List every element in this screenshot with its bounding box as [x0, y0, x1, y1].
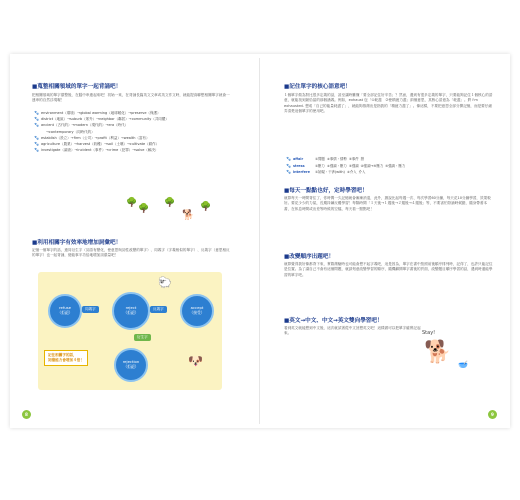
derivative-tag: 衍生字: [134, 334, 151, 341]
section-text: 記憶一個單字的話，連同衍生字（詞語有變化，使意思與詞性改變的單字）、同義字（字義相似的單字）、反義字（意思相反的單字）也一起背誦，便能事半功倍地增加詞彙量吧！: [32, 248, 230, 258]
section-text: 就算每天一時間背住了，你時間一久記憶就會漸漸消退，此外，據說比起每週一次、每次學習60分鐘，每天花10分鐘學習，效果較好。要花少少的力氣，長期持續反覆學習！每隔時間「１天後→１週後→２週後→４週後」等，不要害怕背誦時候錯，隨身帶著本書，在休息時間或出差等時候的空檔，每天看一點點吧！: [284, 196, 491, 211]
section-heading-shuffle: [284, 252, 334, 260]
paw-icon: 🐾: [34, 122, 39, 128]
accept-node: accept （接受）: [180, 294, 214, 328]
list-item: 🐾 ancient（古代的）→modern（現代的）→era（時代）: [34, 122, 129, 128]
heading-text: ■蒐整相關領域的單字一起背誦吧！: [32, 84, 122, 90]
list-item: →contemporary（同時代的）: [46, 129, 95, 134]
section-text: 看到英文就能想到中文後，這次就試著從中文回想英文吧！這樣做可以把單字確實記起來。: [284, 326, 421, 336]
section-text: 就算覺得我好像都背下來，實際測驗時也可能會想不起字義吧，這是因為，單字在書中按照前後順序排列時，記得了，也許只能記住是位置。為了讓自己不會有這個問題，就請刻意改變學習的順序，隨機翻開單字書後的頁面，改變題目順序學習的話，遇到時還能學習的單字吧。: [284, 262, 493, 277]
synonym-tag: 同義字: [82, 306, 99, 313]
paw-icon: 🐾: [286, 156, 291, 161]
section-heading-core-meaning: [284, 82, 351, 90]
food-bowl-icon: 🥣: [458, 360, 468, 369]
section-heading-daily-study: [284, 186, 368, 194]
left-page: [14, 58, 246, 424]
paw-icon: 🐾: [34, 141, 39, 147]
section-heading-related-vocab: [32, 238, 121, 246]
section-heading-related-words: [32, 82, 121, 90]
list-item: 🐾 investigate（調查）→incident（事件）→crime（犯罪）→solve（解決）: [34, 147, 159, 153]
dog-icon: 🐶: [188, 354, 203, 368]
page-number: 9: [488, 410, 497, 419]
tree-icon: 🌳: [164, 198, 176, 208]
section-heading-bidirectional: [284, 316, 383, 324]
heading-text: ■記住單字的核心語意吧！: [284, 84, 351, 90]
callout-box: 記住相關字的話， 詞彙能力會增加４倍！: [44, 350, 88, 366]
book-spine: [259, 58, 260, 424]
reject-node: reject （拒絕）: [112, 292, 150, 330]
sheep-icon: 🐑: [158, 276, 172, 289]
speech-text: Stay!: [422, 330, 436, 336]
list-item: 🐾 affair ①問題 ②事情・情勢 ③事件 戀: [286, 156, 365, 161]
list-item: 🐾 stress ①壓力 ②強調・壓力 ③強調 ④強調→⑤壓力 ③強調・壓力: [286, 162, 406, 168]
dog-icon: 🐕: [424, 340, 452, 365]
paw-icon: 🐾: [286, 169, 291, 175]
section-text: １個單字做為對比很多定義的話，甚至讓時難懂「要全部記住好辛苦」？然而，遇到有很多定義的單字，只要能夠記住１個核心的語意，就能找到最恰當的那個涵義。例如，exhaust 包「①耗盡 ②使精疲力盡」兩個意思，其核心語意為「耗盡」。將 I'm exhausted. 想成「自己的能量耗盡了」，就能夠推測出是指我的「精疲力盡了」。像這樣，不要把意思全部分開記憶，而是要仔細弄清楚這個單字的使用吧。: [284, 93, 493, 113]
list-item: 🐾 agriculture（農業）→harvest（收穫）→soil（土壤）→cultivate（耕作）: [34, 141, 160, 147]
meaning-list: [286, 156, 405, 176]
section-text: 把相關領域的單字彙整後，在腦中串連起來吧！初始一來，在背誦長篇英文文章或英文作文時，就能提高聯想相關單字就會一連串的自然浮現喔！: [32, 93, 230, 103]
heading-text: ■英文→中文、中文→英文雙向學習吧！: [284, 318, 383, 324]
heading-text: ■每天一點點也好，定時學習吧！: [284, 188, 368, 194]
list-item: 🐾 environment（環境）→global warming（地球暖化）→preserve（保護）: [34, 110, 161, 115]
refuse-node: refuse （拒絕）: [48, 294, 82, 328]
term-list: [34, 110, 169, 153]
paw-icon: 🐾: [34, 147, 39, 153]
paw-icon: 🐾: [34, 134, 39, 140]
paw-icon: 🐾: [34, 110, 39, 115]
word-relation-diagram: [38, 272, 222, 390]
paw-icon: 🐾: [286, 162, 291, 168]
heading-text: ■改變順序出題吧！: [284, 254, 335, 260]
tree-icon: 🌳: [126, 198, 138, 208]
page-number: 8: [22, 410, 31, 419]
antonym-tag: 反義字: [150, 306, 167, 313]
list-item: 🐾 district（地區）→suburb（郊外）→neighbor（鄰居）→community（共同體）: [34, 116, 169, 122]
list-item: 🐾 establish（設立）→firm（公司）→profit（利益）→wealth（富有）: [34, 134, 150, 140]
dog-icon: 🐕: [182, 210, 195, 221]
tree-icon: 🌳: [200, 202, 212, 212]
paw-icon: 🐾: [34, 116, 39, 122]
heading-text: ■利用相關字有效率地增加詞彙吧！: [32, 240, 122, 246]
list-item: 🐾 interfere ①妨礙・干涉(with) ②介入 介入: [286, 169, 366, 175]
right-page: [272, 58, 504, 424]
rejection-node: rejection （拒絕）: [114, 348, 148, 382]
tree-icon: 🌳: [138, 204, 150, 214]
